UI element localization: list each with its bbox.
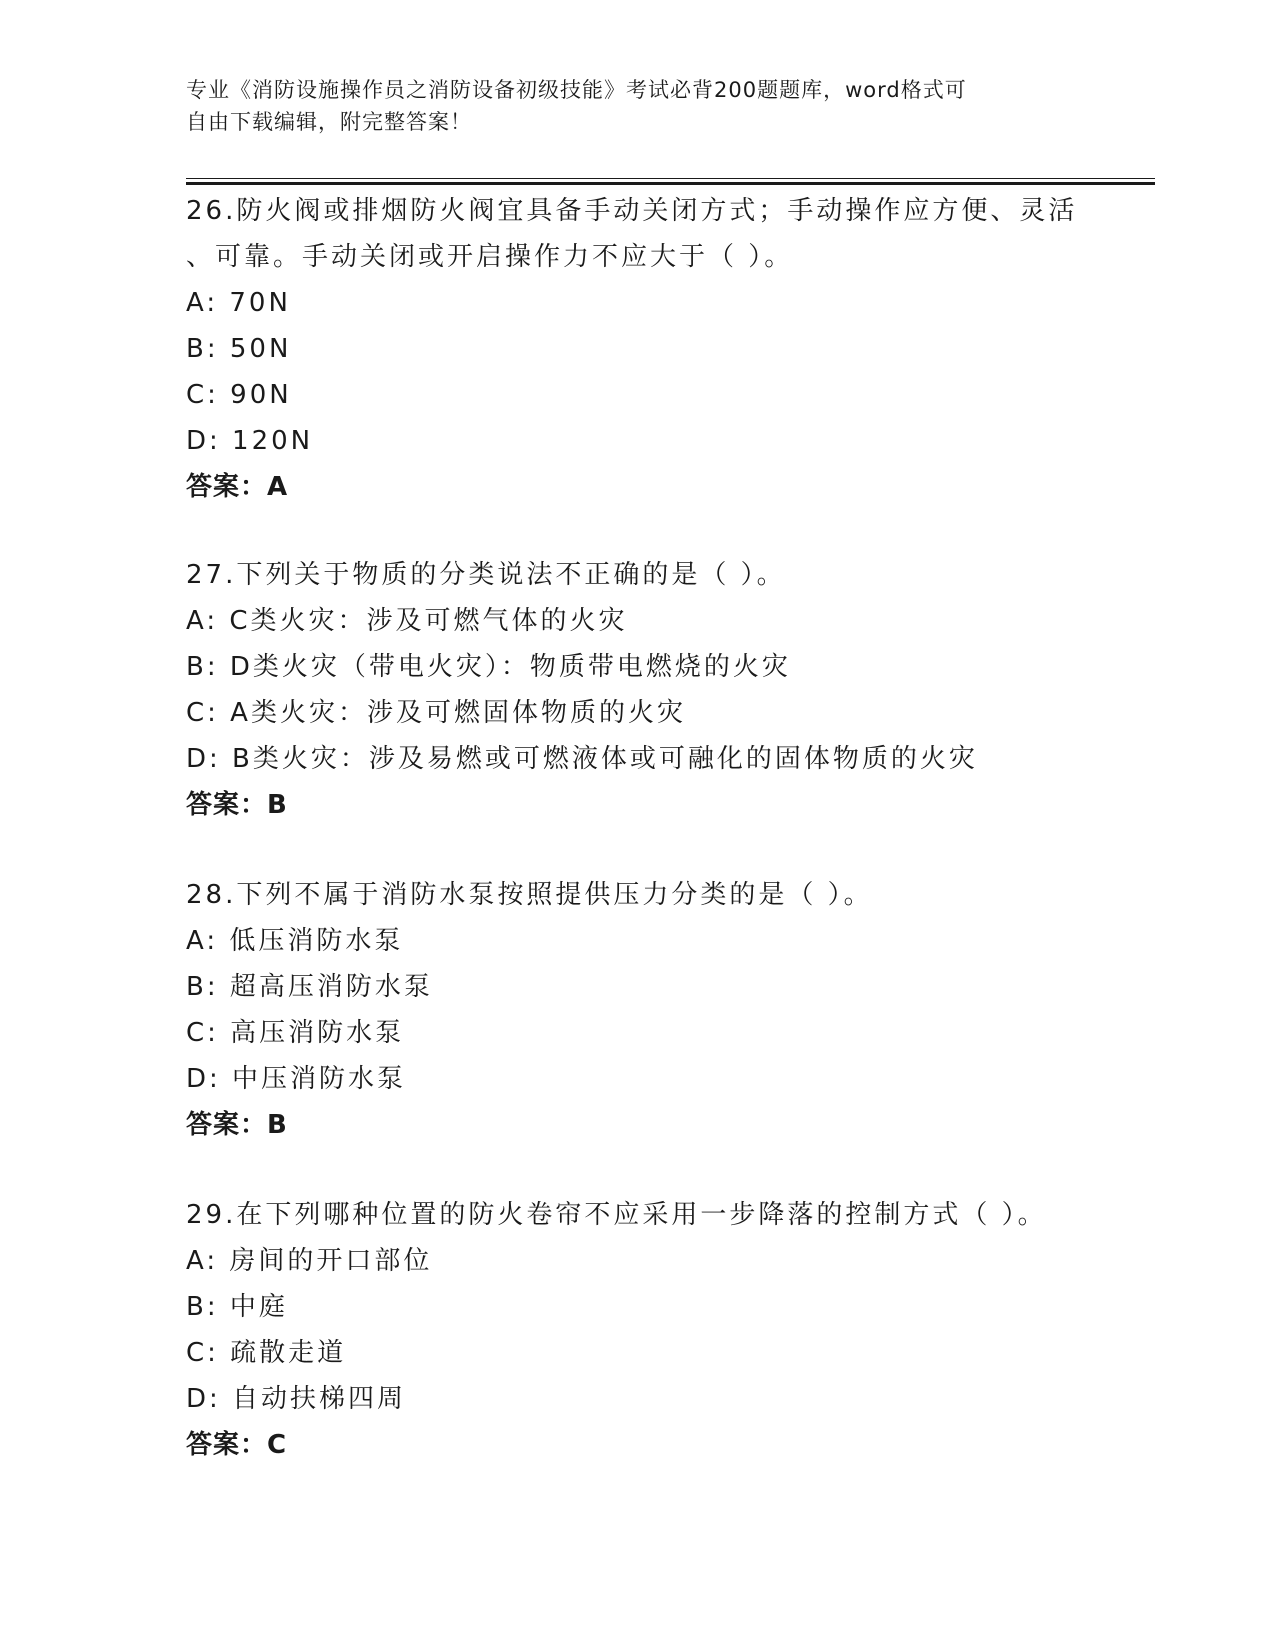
option-b: B: 中庭 [186,1292,288,1322]
header-divider-thick [186,182,1155,185]
option-d: D: 120N [186,426,314,456]
option-c: C: 疏散走道 [186,1338,347,1368]
option-a: A: 房间的开口部位 [186,1246,433,1276]
option-d: D: 中压消防水泵 [186,1064,407,1094]
question-26 [186,188,1116,510]
answer: 答案：B [186,790,288,820]
answer: 答案：B [186,1110,288,1140]
option-b: B: D类火灾（带电火灾）：物质带电燃烧的火灾 [186,652,791,682]
option-c: C: 高压消防水泵 [186,1018,405,1048]
header-divider-thin [186,178,1155,179]
question-27 [186,552,1116,828]
option-c: C: 90N [186,380,292,410]
question-stem-line: 29.在下列哪种位置的防火卷帘不应采用一步降落的控制方式（ ）。 [186,1200,1047,1230]
document-header [186,74,1066,138]
answer: 答案：A [186,472,289,502]
header-line-2: 自由下载编辑，附完整答案！ [186,110,472,134]
question-stem-line: 、可靠。手动关闭或开启操作力不应大于（ ）。 [186,242,794,272]
header-line-1: 专业《消防设施操作员之消防设备初级技能》考试必背200题题库，word格式可 [186,78,967,102]
question-stem [186,188,1116,280]
question-stem-line: 27.下列关于物质的分类说法不正确的是（ ）。 [186,560,786,590]
option-a: A: 70N [186,288,291,318]
option-d: D: B类火灾：涉及易燃或可燃液体或可融化的固体物质的火灾 [186,744,978,774]
option-d: D: 自动扶梯四周 [186,1384,407,1414]
question-28 [186,872,1116,1148]
option-c: C: A类火灾：涉及可燃固体物质的火灾 [186,698,686,728]
option-a: A: C类火灾：涉及可燃气体的火灾 [186,606,628,636]
question-29 [186,1192,1116,1468]
question-stem [186,1192,1116,1238]
question-stem [186,872,1116,918]
option-b: B: 50N [186,334,292,364]
question-stem-line: 28.下列不属于消防水泵按照提供压力分类的是（ ）。 [186,880,873,910]
option-a: A: 低压消防水泵 [186,926,404,956]
answer: 答案：C [186,1430,288,1460]
question-stem-line: 26.防火阀或排烟防火阀宜具备手动关闭方式；手动操作应方便、灵活 [186,196,1078,226]
question-stem [186,552,1116,598]
option-b: B: 超高压消防水泵 [186,972,433,1002]
